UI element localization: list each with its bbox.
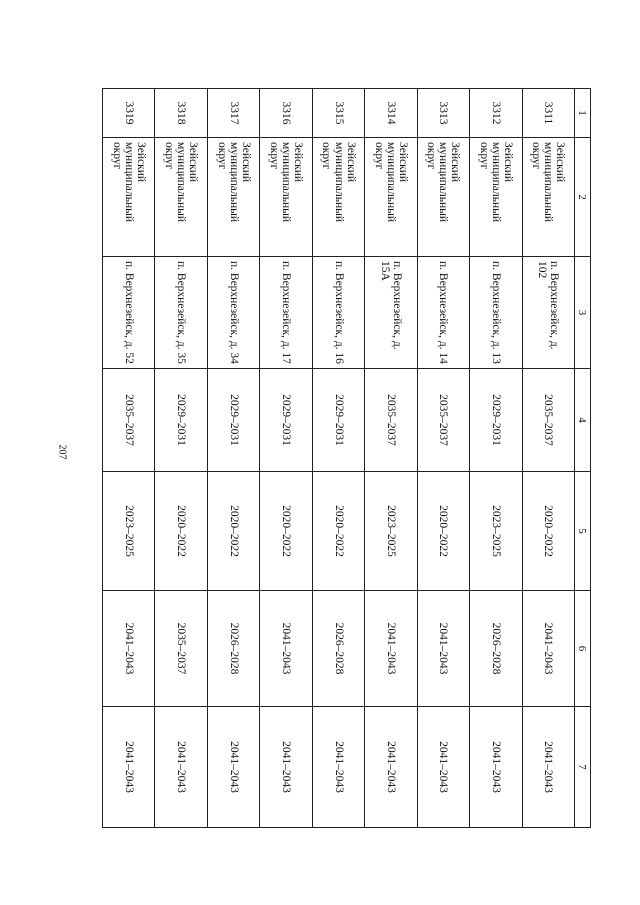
table-row xyxy=(417,89,469,828)
period-col-7-cell: 2041–2043 xyxy=(417,707,469,828)
table-row xyxy=(365,89,417,828)
municipality-cell: Зейский муниципальный округ xyxy=(155,138,207,257)
municipality-cell: Зейский муниципальный округ xyxy=(470,138,522,257)
row-number-cell: 3316 xyxy=(260,89,312,138)
table-rotated-container xyxy=(102,88,591,827)
table-row xyxy=(103,89,156,828)
period-col-7-cell: 2041–2043 xyxy=(260,707,312,828)
period-col-7-cell: 2041–2043 xyxy=(312,707,364,828)
period-col-4-cell: 2029–2031 xyxy=(155,369,207,472)
period-col-5-cell: 2023–2025 xyxy=(365,472,417,591)
address-cell: п. Верхнезейск, д. 35 xyxy=(155,257,207,369)
column-number-7: 7 xyxy=(575,707,591,828)
period-col-4-cell: 2029–2031 xyxy=(260,369,312,472)
municipality-cell: Зейский муниципальный округ xyxy=(260,138,312,257)
period-col-4-cell: 2029–2031 xyxy=(312,369,364,472)
register-table xyxy=(102,88,591,828)
period-col-5-cell: 2023–2025 xyxy=(470,472,522,591)
column-number-1: 1 xyxy=(575,89,591,138)
address-cell: п. Верхнезейск, д. 52 xyxy=(103,257,156,369)
period-col-7-cell: 2041–2043 xyxy=(365,707,417,828)
column-number-4: 4 xyxy=(575,369,591,472)
period-col-6-cell: 2026–2028 xyxy=(470,591,522,707)
table-row xyxy=(207,89,259,828)
row-number-cell: 3311 xyxy=(522,89,574,138)
row-number-cell: 3312 xyxy=(470,89,522,138)
period-col-7-cell: 2041–2043 xyxy=(155,707,207,828)
municipality-cell: Зейский муниципальный округ xyxy=(207,138,259,257)
address-cell: п. Верхнезейск, д. 102 xyxy=(522,257,574,369)
row-number-cell: 3315 xyxy=(312,89,364,138)
period-col-4-cell: 2035–2037 xyxy=(522,369,574,472)
period-col-7-cell: 2041–2043 xyxy=(470,707,522,828)
period-col-5-cell: 2023–2025 xyxy=(103,472,156,591)
period-col-4-cell: 2035–2037 xyxy=(103,369,156,472)
column-number-5: 5 xyxy=(575,472,591,591)
header-row xyxy=(575,89,591,828)
period-col-6-cell: 2026–2028 xyxy=(207,591,259,707)
table-row xyxy=(312,89,364,828)
period-col-7-cell: 2041–2043 xyxy=(207,707,259,828)
table-row xyxy=(522,89,574,828)
page-number: 207 xyxy=(56,444,68,460)
period-col-6-cell: 2026–2028 xyxy=(312,591,364,707)
column-number-6: 6 xyxy=(575,591,591,707)
municipality-cell: Зейский муниципальный округ xyxy=(103,138,156,257)
period-col-6-cell: 2041–2043 xyxy=(522,591,574,707)
period-col-7-cell: 2041–2043 xyxy=(522,707,574,828)
period-col-7-cell: 2041–2043 xyxy=(103,707,156,828)
period-col-5-cell: 2020–2022 xyxy=(155,472,207,591)
column-number-2: 2 xyxy=(575,138,591,257)
address-cell: п. Верхнезейск, д. 15А xyxy=(365,257,417,369)
row-number-cell: 3313 xyxy=(417,89,469,138)
table-row xyxy=(155,89,207,828)
period-col-6-cell: 2041–2043 xyxy=(365,591,417,707)
table-body xyxy=(103,89,575,828)
address-cell: п. Верхнезейск, д. 34 xyxy=(207,257,259,369)
period-col-6-cell: 2041–2043 xyxy=(417,591,469,707)
period-col-6-cell: 2041–2043 xyxy=(260,591,312,707)
row-number-cell: 3314 xyxy=(365,89,417,138)
row-number-cell: 3318 xyxy=(155,89,207,138)
period-col-5-cell: 2020–2022 xyxy=(312,472,364,591)
municipality-cell: Зейский муниципальный округ xyxy=(417,138,469,257)
row-number-cell: 3319 xyxy=(103,89,156,138)
municipality-cell: Зейский муниципальный округ xyxy=(365,138,417,257)
row-number-cell: 3317 xyxy=(207,89,259,138)
address-cell: п. Верхнезейск, д. 16 xyxy=(312,257,364,369)
period-col-4-cell: 2035–2037 xyxy=(417,369,469,472)
period-col-4-cell: 2029–2031 xyxy=(470,369,522,472)
address-cell: п. Верхнезейск, д. 13 xyxy=(470,257,522,369)
column-number-3: 3 xyxy=(575,257,591,369)
address-cell: п. Верхнезейск, д. 14 xyxy=(417,257,469,369)
period-col-4-cell: 2035–2037 xyxy=(365,369,417,472)
address-cell: п. Верхнезейск, д. 17 xyxy=(260,257,312,369)
municipality-cell: Зейский муниципальный округ xyxy=(522,138,574,257)
period-col-5-cell: 2020–2022 xyxy=(522,472,574,591)
period-col-4-cell: 2029–2031 xyxy=(207,369,259,472)
period-col-5-cell: 2020–2022 xyxy=(207,472,259,591)
municipality-cell: Зейский муниципальный округ xyxy=(312,138,364,257)
period-col-6-cell: 2041–2043 xyxy=(103,591,156,707)
period-col-5-cell: 2020–2022 xyxy=(417,472,469,591)
table-row xyxy=(470,89,522,828)
period-col-5-cell: 2020–2022 xyxy=(260,472,312,591)
period-col-6-cell: 2035–2037 xyxy=(155,591,207,707)
table-row xyxy=(260,89,312,828)
